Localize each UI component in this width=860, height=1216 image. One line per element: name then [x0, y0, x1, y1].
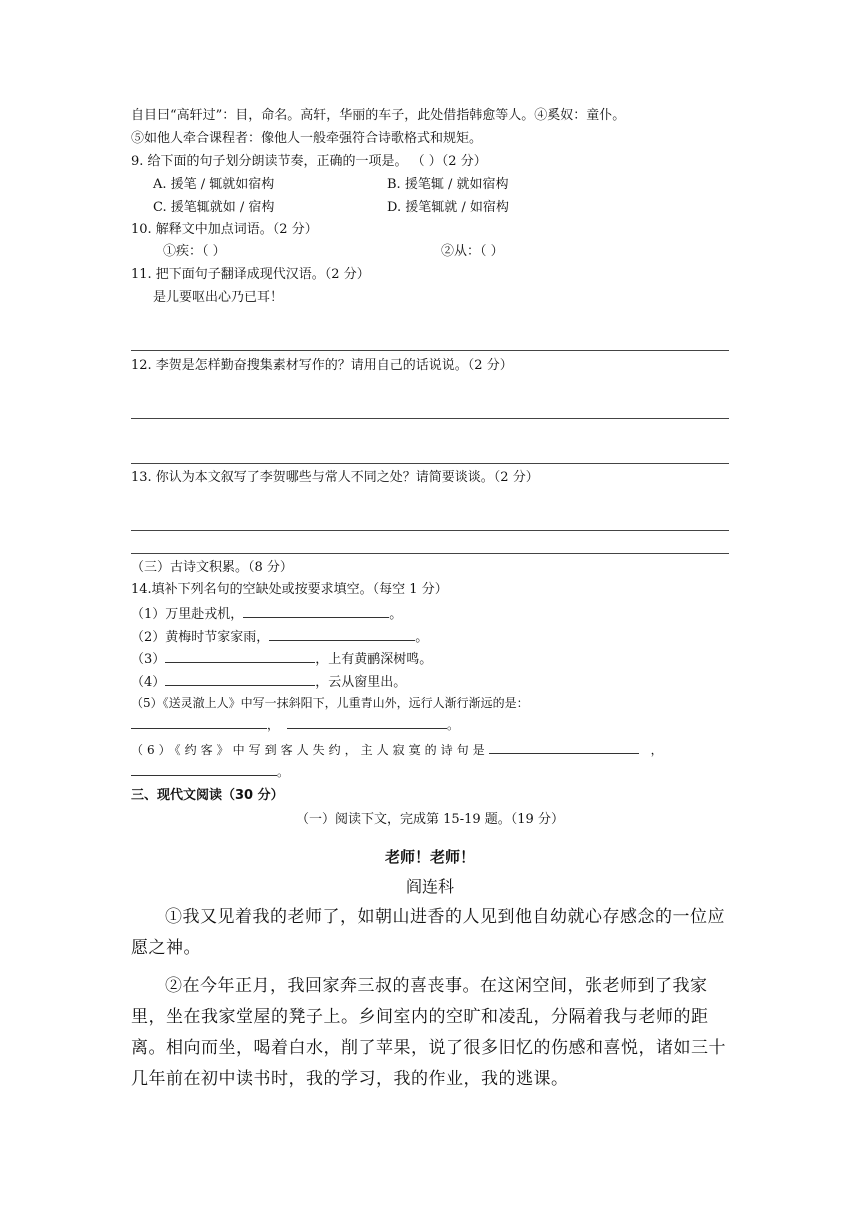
fill-item-5-end: 。 [447, 718, 460, 732]
fill-item-5-blanks [131, 716, 459, 734]
fill-blank[interactable] [131, 717, 267, 729]
article-title: 老师！老师！ [384, 848, 475, 866]
question-9-option-b: B. 援笔辄 / 就如宿构 [387, 177, 509, 192]
fill-item-6-end: 。 [277, 765, 290, 779]
question-9-option-d: D. 援笔辄就 / 如宿构 [387, 200, 509, 215]
fill-item-4 [131, 672, 406, 692]
answer-line [131, 418, 729, 419]
article-author: 阎连科 [405, 877, 454, 896]
fill-blank[interactable] [489, 742, 639, 754]
question-14-stem: 14.填补下列名句的空缺处或按要求填空。（每空 1 分） [131, 582, 448, 597]
part-subheading: （一）阅读下文，完成第 15-19 题。（19 分） [296, 812, 564, 827]
fill-item-4-text: （4） [131, 675, 166, 690]
fill-item-5: （5）《送灵澈上人》中写一抹斜阳下，儿重青山外，远行人渐行渐远的是： [131, 696, 529, 710]
question-11-stem: 11. 把下面句子翻译成现代汉语。（2 分） [131, 267, 370, 282]
fill-item-3-end: ，上有黄鹂深树鸣。 [315, 652, 433, 667]
question-11-sentence: 是儿要呕出心乃已耳！ [153, 290, 284, 305]
annotation-line-1: 自目曰“高轩过”：目，命名。高轩，华丽的车子，此处借指韩愈等人。④奚奴：童仆。 [131, 108, 626, 123]
fill-item-6-comma: ， [650, 743, 663, 757]
article-paragraph-2: ②在今年正月，我回家奔三叔的喜丧事。在这闲空间，张老师到了我家里，坐在我家堂屋的凳子上。乡间室内的空旷和凌乱，分隔着我与老师的距离。相向而坐，喝着白水，削了苹果，说了很多旧忆的伤感和喜悦，诸如三十几年前在初中读书时，我的学习，我的作业，我的逃课。 [131, 976, 726, 1089]
fill-blank[interactable] [243, 604, 389, 618]
fill-blank[interactable] [287, 717, 447, 729]
question-9-option-a: A. 援笔 / 辄就如宿构 [153, 177, 275, 192]
fill-blank[interactable] [131, 764, 277, 776]
answer-line [131, 553, 729, 554]
question-9-stem: 9. 给下面的句子划分朗读节奏，正确的一项是。 （ ）（2 分） [131, 154, 487, 169]
fill-item-2-end: 。 [415, 630, 429, 645]
fill-item-2 [131, 627, 428, 647]
fill-item-5-comma: ， [267, 718, 280, 732]
annotation-line-2: ⑤如他人牵合课程者：像他人一般牵强符合诗歌格式和规矩。 [131, 131, 483, 146]
fill-item-6-text: （6）《约客》中写到客人失约，主人寂寞的诗句是 [131, 743, 489, 757]
fill-item-6 [131, 741, 663, 759]
fill-item-3 [131, 649, 432, 669]
section-title: （三）古诗文积累。（8 分） [131, 560, 293, 575]
fill-blank[interactable] [165, 649, 315, 663]
question-10-item-1: ①疾：（ ） [163, 244, 226, 259]
fill-item-2-text: （2）黄梅时节家家雨， [131, 630, 270, 645]
fill-item-1-text: （1）万里赴戎机， [131, 607, 244, 622]
question-13-stem: 13. 你认为本文叙写了李贺哪些与常人不同之处？请简要谈谈。（2 分） [131, 470, 539, 485]
part-heading: 三、现代文阅读（30 分） [131, 788, 284, 803]
question-9-option-c: C. 援笔辄就如 / 宿构 [153, 200, 275, 215]
fill-blank[interactable] [269, 627, 415, 641]
fill-item-3-text: （3） [131, 652, 166, 667]
answer-line [131, 350, 729, 351]
article-paragraph-1: ①我又见着我的老师了，如朝山进香的人见到他自幼就心存感念的一位应愿之神。 [131, 907, 725, 958]
fill-item-6-continued [131, 763, 289, 781]
fill-item-1 [131, 604, 402, 624]
question-12-stem: 12. 李贺是怎样勤奋搜集素材写作的？请用自己的话说说。（2 分） [131, 358, 513, 373]
question-10-item-2: ②从：（ ） [441, 244, 504, 259]
answer-line [131, 530, 729, 531]
fill-item-4-end: ，云从窗里出。 [315, 675, 407, 690]
answer-line [131, 463, 729, 464]
question-10-stem: 10. 解释文中加点词语。（2 分） [131, 222, 318, 237]
fill-blank[interactable] [165, 672, 315, 686]
fill-item-1-end: 。 [389, 607, 403, 622]
